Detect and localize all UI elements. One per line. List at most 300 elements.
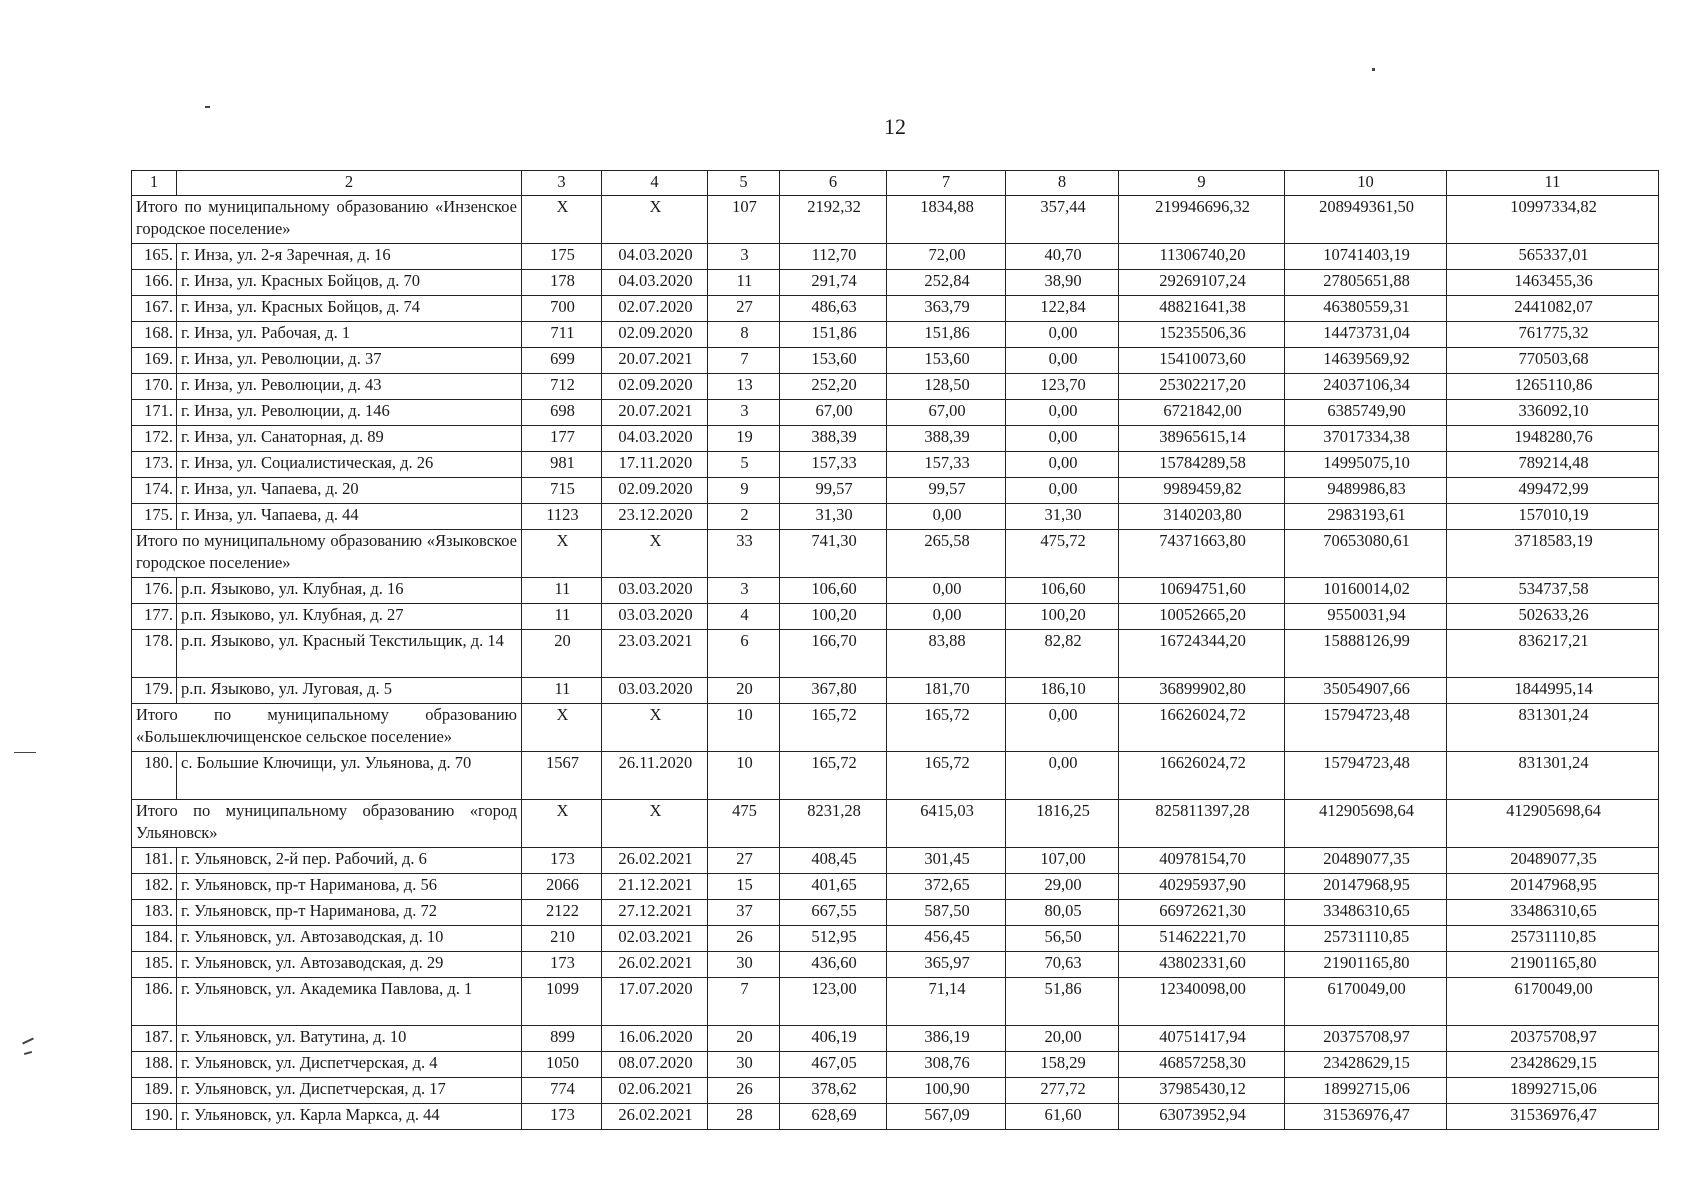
value-cell-c5: 4 xyxy=(708,604,780,630)
row-number: 177. xyxy=(132,604,177,630)
value-cell-c9: 46857258,30 xyxy=(1119,1052,1285,1078)
scan-mark xyxy=(24,1051,32,1055)
value-cell-c3: 11 xyxy=(522,678,602,704)
value-cell-c8: 277,72 xyxy=(1006,1078,1119,1104)
value-cell-c4: 17.07.2020 xyxy=(602,978,708,1026)
value-cell-c4: 26.02.2021 xyxy=(602,848,708,874)
value-cell-c3: 711 xyxy=(522,322,602,348)
value-cell-c8: 0,00 xyxy=(1006,752,1119,800)
total-label: Итого по муниципальному образованию «Языковское городское поселение» xyxy=(132,530,522,578)
row-number: 168. xyxy=(132,322,177,348)
row-number: 180. xyxy=(132,752,177,800)
value-cell-c4: 16.06.2020 xyxy=(602,1026,708,1052)
value-cell-c3: 210 xyxy=(522,926,602,952)
value-cell-c9: 9989459,82 xyxy=(1119,478,1285,504)
value-cell-c11: 20147968,95 xyxy=(1447,874,1659,900)
row-number: 169. xyxy=(132,348,177,374)
value-cell-c11: 25731110,85 xyxy=(1447,926,1659,952)
value-cell-c6: 628,69 xyxy=(780,1104,887,1130)
value-cell-c10: 6170049,00 xyxy=(1285,978,1447,1026)
value-cell-c5: 2 xyxy=(708,504,780,530)
total-row xyxy=(132,704,1659,752)
row-number: 175. xyxy=(132,504,177,530)
value-cell-c11: 761775,32 xyxy=(1447,322,1659,348)
value-cell-c9: 40751417,94 xyxy=(1119,1026,1285,1052)
page-number: 12 xyxy=(884,114,906,139)
address-cell: г. Ульяновск, ул. Диспетчерская, д. 4 xyxy=(177,1052,522,1078)
value-cell-c10: 27805651,88 xyxy=(1285,270,1447,296)
value-cell-c6: 166,70 xyxy=(780,630,887,678)
value-cell-c8: 31,30 xyxy=(1006,504,1119,530)
value-cell-c11: 21901165,80 xyxy=(1447,952,1659,978)
value-cell-c4: 03.03.2020 xyxy=(602,678,708,704)
value-cell-c4: 03.03.2020 xyxy=(602,578,708,604)
value-cell-c10: 20375708,97 xyxy=(1285,1026,1447,1052)
value-cell-c7: 372,65 xyxy=(887,874,1006,900)
value-cell-c7: 67,00 xyxy=(887,400,1006,426)
value-cell-c3: 20 xyxy=(522,630,602,678)
value-cell-c5: 28 xyxy=(708,1104,780,1130)
value-cell-c8: 20,00 xyxy=(1006,1026,1119,1052)
value-cell-c7: 456,45 xyxy=(887,926,1006,952)
table-row xyxy=(132,426,1659,452)
value-cell-c10: 15794723,48 xyxy=(1285,704,1447,752)
table-row xyxy=(132,504,1659,530)
value-cell-c3: 2066 xyxy=(522,874,602,900)
value-cell-c9: 66972621,30 xyxy=(1119,900,1285,926)
column-header: 8 xyxy=(1006,171,1119,196)
value-cell-c11: 1463455,36 xyxy=(1447,270,1659,296)
total-label: Итого по муниципальному образованию «город Ульяновск» xyxy=(132,800,522,848)
value-cell-c3: 715 xyxy=(522,478,602,504)
value-cell-c6: 252,20 xyxy=(780,374,887,400)
address-cell: г. Ульяновск, ул. Диспетчерская, д. 17 xyxy=(177,1078,522,1104)
value-cell-c8: 29,00 xyxy=(1006,874,1119,900)
row-number: 184. xyxy=(132,926,177,952)
table-row xyxy=(132,978,1659,1026)
value-cell-c9: 15784289,58 xyxy=(1119,452,1285,478)
value-cell-c6: 291,74 xyxy=(780,270,887,296)
value-cell-c6: 436,60 xyxy=(780,952,887,978)
value-cell-c10: 37017334,38 xyxy=(1285,426,1447,452)
total-row xyxy=(132,530,1659,578)
value-cell-c11: 3718583,19 xyxy=(1447,530,1659,578)
table-row xyxy=(132,848,1659,874)
value-cell-c4: 02.07.2020 xyxy=(602,296,708,322)
value-cell-c7: 587,50 xyxy=(887,900,1006,926)
value-cell-c7: 6415,03 xyxy=(887,800,1006,848)
table-row xyxy=(132,578,1659,604)
total-row xyxy=(132,800,1659,848)
value-cell-c9: 825811397,28 xyxy=(1119,800,1285,848)
value-cell-c11: 502633,26 xyxy=(1447,604,1659,630)
address-cell: г. Ульяновск, ул. Академика Павлова, д. 1 xyxy=(177,978,522,1026)
value-cell-c10: 9489986,83 xyxy=(1285,478,1447,504)
value-cell-c9: 15235506,36 xyxy=(1119,322,1285,348)
value-cell-c3: 698 xyxy=(522,400,602,426)
value-cell-c10: 10741403,19 xyxy=(1285,244,1447,270)
value-cell-c5: 6 xyxy=(708,630,780,678)
value-cell-c8: 0,00 xyxy=(1006,348,1119,374)
value-cell-c6: 123,00 xyxy=(780,978,887,1026)
value-cell-c8: 186,10 xyxy=(1006,678,1119,704)
value-cell-c6: 67,00 xyxy=(780,400,887,426)
table-row xyxy=(132,296,1659,322)
value-cell-c6: 165,72 xyxy=(780,752,887,800)
row-number: 176. xyxy=(132,578,177,604)
value-cell-c10: 20147968,95 xyxy=(1285,874,1447,900)
row-number: 187. xyxy=(132,1026,177,1052)
value-cell-c3: 175 xyxy=(522,244,602,270)
value-cell-c8: 70,63 xyxy=(1006,952,1119,978)
value-cell-c6: 388,39 xyxy=(780,426,887,452)
value-cell-c8: 38,90 xyxy=(1006,270,1119,296)
value-cell-c9: 36899902,80 xyxy=(1119,678,1285,704)
value-cell-c6: 31,30 xyxy=(780,504,887,530)
value-cell-c9: 10694751,60 xyxy=(1119,578,1285,604)
value-cell-c6: 100,20 xyxy=(780,604,887,630)
value-cell-c4: 02.09.2020 xyxy=(602,322,708,348)
value-cell-c4: 02.03.2021 xyxy=(602,926,708,952)
value-cell-c11: 499472,99 xyxy=(1447,478,1659,504)
address-cell: г. Инза, ул. Санаторная, д. 89 xyxy=(177,426,522,452)
table-row xyxy=(132,270,1659,296)
value-cell-c6: 157,33 xyxy=(780,452,887,478)
column-header: 3 xyxy=(522,171,602,196)
value-cell-c7: 567,09 xyxy=(887,1104,1006,1130)
value-cell-c6: 151,86 xyxy=(780,322,887,348)
value-cell-c5: 26 xyxy=(708,1078,780,1104)
value-cell-c5: 30 xyxy=(708,1052,780,1078)
value-cell-c3: 177 xyxy=(522,426,602,452)
value-cell-c7: 386,19 xyxy=(887,1026,1006,1052)
value-cell-c5: 7 xyxy=(708,978,780,1026)
value-cell-c9: 40978154,70 xyxy=(1119,848,1285,874)
table-row xyxy=(132,678,1659,704)
row-number: 183. xyxy=(132,900,177,926)
address-cell: г. Инза, ул. Революции, д. 146 xyxy=(177,400,522,426)
value-cell-c3: X xyxy=(522,530,602,578)
table-row xyxy=(132,900,1659,926)
value-cell-c3: X xyxy=(522,800,602,848)
address-cell: р.п. Языково, ул. Клубная, д. 27 xyxy=(177,604,522,630)
value-cell-c6: 408,45 xyxy=(780,848,887,874)
value-cell-c8: 106,60 xyxy=(1006,578,1119,604)
value-cell-c10: 35054907,66 xyxy=(1285,678,1447,704)
scan-mark xyxy=(205,106,210,108)
scan-mark xyxy=(1372,68,1375,71)
column-header: 1 xyxy=(132,171,177,196)
value-cell-c8: 1816,25 xyxy=(1006,800,1119,848)
value-cell-c4: 27.12.2021 xyxy=(602,900,708,926)
value-cell-c11: 831301,24 xyxy=(1447,752,1659,800)
value-cell-c8: 123,70 xyxy=(1006,374,1119,400)
value-cell-c5: 37 xyxy=(708,900,780,926)
value-cell-c10: 2983193,61 xyxy=(1285,504,1447,530)
table-row xyxy=(132,1026,1659,1052)
value-cell-c6: 8231,28 xyxy=(780,800,887,848)
value-cell-c5: 10 xyxy=(708,704,780,752)
value-cell-c5: 15 xyxy=(708,874,780,900)
value-cell-c6: 467,05 xyxy=(780,1052,887,1078)
value-cell-c3: 2122 xyxy=(522,900,602,926)
scan-mark xyxy=(14,752,36,753)
value-cell-c5: 10 xyxy=(708,752,780,800)
table-body xyxy=(132,171,1659,1130)
value-cell-c7: 363,79 xyxy=(887,296,1006,322)
value-cell-c6: 2192,32 xyxy=(780,196,887,244)
address-cell: г. Инза, ул. Чапаева, д. 44 xyxy=(177,504,522,530)
table-row xyxy=(132,874,1659,900)
address-cell: г. Ульяновск, ул. Автозаводская, д. 29 xyxy=(177,952,522,978)
value-cell-c10: 20489077,35 xyxy=(1285,848,1447,874)
value-cell-c3: 1099 xyxy=(522,978,602,1026)
value-cell-c8: 61,60 xyxy=(1006,1104,1119,1130)
value-cell-c10: 15888126,99 xyxy=(1285,630,1447,678)
value-cell-c10: 70653080,61 xyxy=(1285,530,1447,578)
value-cell-c4: 26.02.2021 xyxy=(602,1104,708,1130)
table-row xyxy=(132,1104,1659,1130)
value-cell-c10: 208949361,50 xyxy=(1285,196,1447,244)
table-row xyxy=(132,400,1659,426)
value-cell-c6: 367,80 xyxy=(780,678,887,704)
address-cell: г. Инза, ул. 2-я Заречная, д. 16 xyxy=(177,244,522,270)
value-cell-c7: 165,72 xyxy=(887,752,1006,800)
value-cell-c3: X xyxy=(522,196,602,244)
value-cell-c3: X xyxy=(522,704,602,752)
value-cell-c3: 774 xyxy=(522,1078,602,1104)
value-cell-c7: 100,90 xyxy=(887,1078,1006,1104)
column-header-row xyxy=(132,171,1659,196)
row-number: 190. xyxy=(132,1104,177,1130)
address-cell: г. Ульяновск, ул. Карла Маркса, д. 44 xyxy=(177,1104,522,1130)
value-cell-c7: 1834,88 xyxy=(887,196,1006,244)
value-cell-c4: 03.03.2020 xyxy=(602,604,708,630)
value-cell-c4: 26.02.2021 xyxy=(602,952,708,978)
value-cell-c4: X xyxy=(602,800,708,848)
value-cell-c9: 219946696,32 xyxy=(1119,196,1285,244)
value-cell-c11: 20375708,97 xyxy=(1447,1026,1659,1052)
value-cell-c8: 100,20 xyxy=(1006,604,1119,630)
value-cell-c11: 18992715,06 xyxy=(1447,1078,1659,1104)
value-cell-c4: 02.06.2021 xyxy=(602,1078,708,1104)
value-cell-c3: 1123 xyxy=(522,504,602,530)
address-cell: г. Инза, ул. Социалистическая, д. 26 xyxy=(177,452,522,478)
value-cell-c8: 475,72 xyxy=(1006,530,1119,578)
value-cell-c5: 20 xyxy=(708,678,780,704)
value-cell-c10: 23428629,15 xyxy=(1285,1052,1447,1078)
value-cell-c4: 21.12.2021 xyxy=(602,874,708,900)
value-cell-c11: 1844995,14 xyxy=(1447,678,1659,704)
value-cell-c5: 30 xyxy=(708,952,780,978)
value-cell-c4: 17.11.2020 xyxy=(602,452,708,478)
total-label: Итого по муниципальному образованию «Большеключищенское сельское поселение» xyxy=(132,704,522,752)
value-cell-c9: 63073952,94 xyxy=(1119,1104,1285,1130)
value-cell-c6: 667,55 xyxy=(780,900,887,926)
value-cell-c8: 0,00 xyxy=(1006,704,1119,752)
value-cell-c7: 365,97 xyxy=(887,952,1006,978)
value-cell-c5: 8 xyxy=(708,322,780,348)
value-cell-c9: 48821641,38 xyxy=(1119,296,1285,322)
table-row xyxy=(132,952,1659,978)
row-number: 166. xyxy=(132,270,177,296)
row-number: 189. xyxy=(132,1078,177,1104)
value-cell-c4: 20.07.2021 xyxy=(602,400,708,426)
value-cell-c3: 11 xyxy=(522,604,602,630)
value-cell-c9: 16724344,20 xyxy=(1119,630,1285,678)
value-cell-c4: 04.03.2020 xyxy=(602,426,708,452)
value-cell-c5: 26 xyxy=(708,926,780,952)
value-cell-c5: 3 xyxy=(708,578,780,604)
value-cell-c4: 20.07.2021 xyxy=(602,348,708,374)
value-cell-c4: 02.09.2020 xyxy=(602,478,708,504)
value-cell-c11: 1948280,76 xyxy=(1447,426,1659,452)
row-number: 167. xyxy=(132,296,177,322)
value-cell-c7: 252,84 xyxy=(887,270,1006,296)
address-cell: г. Инза, ул. Красных Бойцов, д. 74 xyxy=(177,296,522,322)
row-number: 170. xyxy=(132,374,177,400)
value-cell-c8: 51,86 xyxy=(1006,978,1119,1026)
table-row xyxy=(132,348,1659,374)
value-cell-c4: X xyxy=(602,196,708,244)
value-cell-c8: 80,05 xyxy=(1006,900,1119,926)
value-cell-c9: 6721842,00 xyxy=(1119,400,1285,426)
value-cell-c5: 475 xyxy=(708,800,780,848)
value-cell-c11: 33486310,65 xyxy=(1447,900,1659,926)
value-cell-c8: 0,00 xyxy=(1006,452,1119,478)
value-cell-c9: 3140203,80 xyxy=(1119,504,1285,530)
value-cell-c8: 0,00 xyxy=(1006,400,1119,426)
value-cell-c3: 899 xyxy=(522,1026,602,1052)
value-cell-c11: 836217,21 xyxy=(1447,630,1659,678)
value-cell-c7: 157,33 xyxy=(887,452,1006,478)
value-cell-c10: 10160014,02 xyxy=(1285,578,1447,604)
value-cell-c3: 1050 xyxy=(522,1052,602,1078)
value-cell-c7: 0,00 xyxy=(887,578,1006,604)
value-cell-c9: 16626024,72 xyxy=(1119,704,1285,752)
value-cell-c11: 534737,58 xyxy=(1447,578,1659,604)
column-header: 9 xyxy=(1119,171,1285,196)
column-header: 2 xyxy=(177,171,522,196)
value-cell-c7: 308,76 xyxy=(887,1052,1006,1078)
value-cell-c6: 512,95 xyxy=(780,926,887,952)
value-cell-c7: 153,60 xyxy=(887,348,1006,374)
value-cell-c10: 24037106,34 xyxy=(1285,374,1447,400)
address-cell: г. Инза, ул. Рабочая, д. 1 xyxy=(177,322,522,348)
address-cell: г. Ульяновск, ул. Ватутина, д. 10 xyxy=(177,1026,522,1052)
column-header: 6 xyxy=(780,171,887,196)
value-cell-c10: 412905698,64 xyxy=(1285,800,1447,848)
value-cell-c7: 181,70 xyxy=(887,678,1006,704)
value-cell-c8: 122,84 xyxy=(1006,296,1119,322)
value-cell-c8: 0,00 xyxy=(1006,478,1119,504)
value-cell-c9: 12340098,00 xyxy=(1119,978,1285,1026)
scan-mark xyxy=(22,1038,34,1045)
value-cell-c7: 72,00 xyxy=(887,244,1006,270)
value-cell-c6: 406,19 xyxy=(780,1026,887,1052)
value-cell-c7: 128,50 xyxy=(887,374,1006,400)
table-row xyxy=(132,630,1659,678)
value-cell-c11: 6170049,00 xyxy=(1447,978,1659,1026)
column-header: 10 xyxy=(1285,171,1447,196)
value-cell-c6: 99,57 xyxy=(780,478,887,504)
value-cell-c9: 38965615,14 xyxy=(1119,426,1285,452)
value-cell-c10: 14473731,04 xyxy=(1285,322,1447,348)
value-cell-c4: X xyxy=(602,530,708,578)
table-row xyxy=(132,374,1659,400)
value-cell-c8: 158,29 xyxy=(1006,1052,1119,1078)
value-cell-c5: 11 xyxy=(708,270,780,296)
value-cell-c8: 107,00 xyxy=(1006,848,1119,874)
value-cell-c7: 71,14 xyxy=(887,978,1006,1026)
address-cell: г. Ульяновск, пр-т Нариманова, д. 72 xyxy=(177,900,522,926)
address-cell: г. Инза, ул. Революции, д. 37 xyxy=(177,348,522,374)
value-cell-c3: 699 xyxy=(522,348,602,374)
value-cell-c6: 153,60 xyxy=(780,348,887,374)
value-cell-c5: 27 xyxy=(708,848,780,874)
address-cell: г. Ульяновск, пр-т Нариманова, д. 56 xyxy=(177,874,522,900)
value-cell-c9: 16626024,72 xyxy=(1119,752,1285,800)
table-row xyxy=(132,244,1659,270)
value-cell-c7: 388,39 xyxy=(887,426,1006,452)
value-cell-c7: 265,58 xyxy=(887,530,1006,578)
value-cell-c4: 04.03.2020 xyxy=(602,270,708,296)
value-cell-c6: 106,60 xyxy=(780,578,887,604)
value-cell-c10: 9550031,94 xyxy=(1285,604,1447,630)
value-cell-c10: 15794723,48 xyxy=(1285,752,1447,800)
value-cell-c7: 301,45 xyxy=(887,848,1006,874)
column-header: 5 xyxy=(708,171,780,196)
table-row xyxy=(132,1052,1659,1078)
value-cell-c6: 378,62 xyxy=(780,1078,887,1104)
value-cell-c10: 31536976,47 xyxy=(1285,1104,1447,1130)
value-cell-c8: 357,44 xyxy=(1006,196,1119,244)
row-number: 188. xyxy=(132,1052,177,1078)
value-cell-c4: 26.11.2020 xyxy=(602,752,708,800)
table-row xyxy=(132,752,1659,800)
table-row xyxy=(132,926,1659,952)
value-cell-c4: 23.03.2021 xyxy=(602,630,708,678)
value-cell-c11: 20489077,35 xyxy=(1447,848,1659,874)
value-cell-c5: 19 xyxy=(708,426,780,452)
value-cell-c3: 712 xyxy=(522,374,602,400)
row-number: 172. xyxy=(132,426,177,452)
value-cell-c7: 0,00 xyxy=(887,604,1006,630)
total-row xyxy=(132,196,1659,244)
row-number: 182. xyxy=(132,874,177,900)
value-cell-c11: 831301,24 xyxy=(1447,704,1659,752)
value-cell-c3: 178 xyxy=(522,270,602,296)
address-cell: р.п. Языково, ул. Луговая, д. 5 xyxy=(177,678,522,704)
value-cell-c3: 173 xyxy=(522,952,602,978)
value-cell-c5: 13 xyxy=(708,374,780,400)
value-cell-c5: 20 xyxy=(708,1026,780,1052)
value-cell-c3: 1567 xyxy=(522,752,602,800)
row-number: 174. xyxy=(132,478,177,504)
value-cell-c11: 1265110,86 xyxy=(1447,374,1659,400)
table-row xyxy=(132,452,1659,478)
value-cell-c11: 31536976,47 xyxy=(1447,1104,1659,1130)
value-cell-c4: 23.12.2020 xyxy=(602,504,708,530)
value-cell-c11: 412905698,64 xyxy=(1447,800,1659,848)
value-cell-c7: 99,57 xyxy=(887,478,1006,504)
value-cell-c5: 5 xyxy=(708,452,780,478)
value-cell-c3: 981 xyxy=(522,452,602,478)
value-cell-c6: 112,70 xyxy=(780,244,887,270)
value-cell-c10: 33486310,65 xyxy=(1285,900,1447,926)
row-number: 171. xyxy=(132,400,177,426)
row-number: 173. xyxy=(132,452,177,478)
